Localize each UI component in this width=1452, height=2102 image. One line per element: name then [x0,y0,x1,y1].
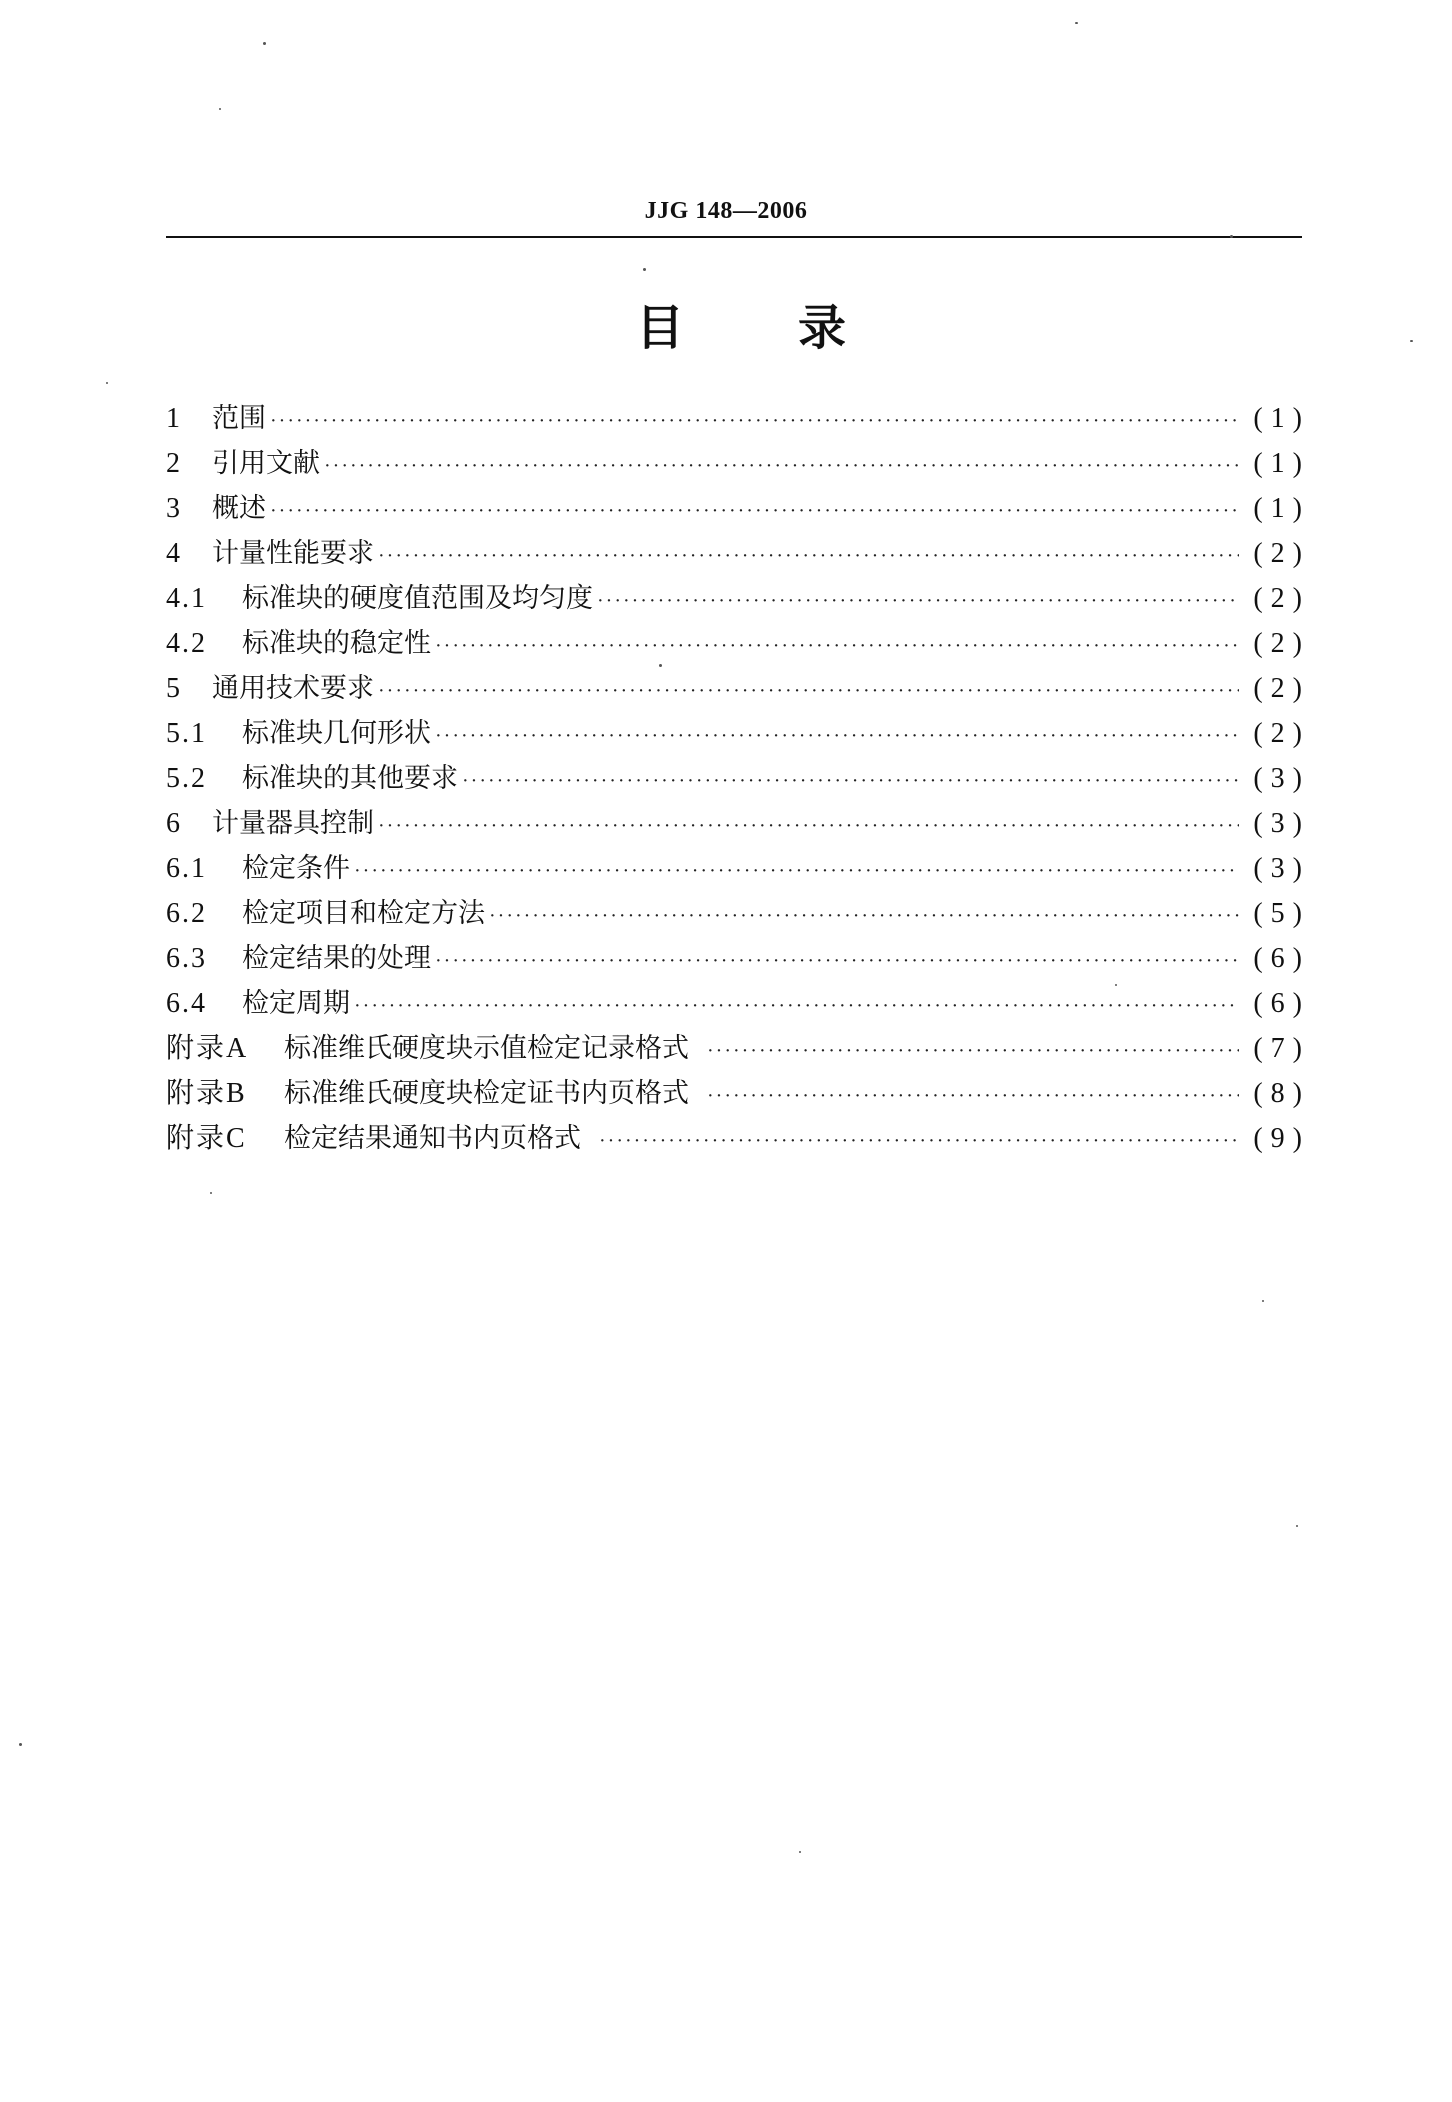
toc-entry-title: 标准块的其他要求 [242,763,458,794]
toc-entry-title: 计量器具控制 [212,808,374,839]
toc-entry-title: 标准块几何形状 [242,718,431,749]
toc-entry-page: (9) [1253,1123,1310,1154]
toc-entry-page: (3) [1253,853,1310,884]
toc-entry-number: 6.4 [166,988,207,1019]
toc-entry-title: 检定条件 [242,853,350,884]
toc-entry-page: (7) [1253,1033,1310,1064]
toc-dot-leader [458,759,1239,804]
toc-entry-title: 检定项目和检定方法 [242,898,485,929]
toc-entry-6-1[interactable] [166,846,1310,891]
toc-entry-number: 4 [166,538,182,569]
toc-dot-leader [374,669,1239,714]
toc-entry-number: 6.3 [166,943,207,974]
toc-entry-title: 概述 [212,493,266,524]
toc-entry-title: 检定结果的处理 [242,943,431,974]
toc-dot-leader [431,939,1239,984]
scan-speck [659,664,662,667]
toc-entry-number: 3 [166,493,182,524]
toc-entry-title: 标准维氏硬度块示值检定记录格式 [284,1033,689,1064]
toc-entry-page: (6) [1253,943,1310,974]
toc-dot-leader [266,489,1239,534]
toc-entry-page: (1) [1253,448,1310,479]
toc-entry-page: (1) [1253,403,1310,434]
scan-speck [1075,22,1078,24]
toc-entry-5[interactable] [166,666,1310,711]
toc-entry-6[interactable] [166,801,1310,846]
toc-entry-4[interactable] [166,531,1310,576]
toc-dot-leader [320,444,1239,489]
toc-entry-appendix-b[interactable] [166,1071,1310,1116]
scan-speck [1410,340,1413,342]
page-title-char-1: 目 [636,300,685,356]
scan-speck [643,268,646,271]
toc-dot-leader [581,1119,1239,1164]
scan-speck [1230,235,1233,238]
toc-entry-number: 2 [166,448,182,479]
scan-speck [1262,1300,1264,1302]
toc-entry-title: 范围 [212,403,266,434]
toc-entry-page: (3) [1253,763,1310,794]
scan-speck [1115,984,1117,986]
toc-entry-number: 5.1 [166,718,207,749]
scan-speck [1296,1525,1298,1527]
toc-entry-number: 6 [166,808,182,839]
toc-entry-title: 通用技术要求 [212,673,374,704]
toc-entry-number: 1 [166,403,182,434]
scan-speck [106,382,108,384]
toc-entry-3[interactable] [166,486,1310,531]
table-of-contents [166,396,1310,1161]
toc-entry-page: (8) [1253,1078,1310,1109]
toc-entry-title: 检定周期 [242,988,350,1019]
toc-dot-leader [593,579,1239,624]
page-title-char-2: 录 [797,300,846,356]
scan-speck [263,42,266,45]
toc-entry-appendix-c[interactable] [166,1116,1310,1161]
toc-entry-5-1[interactable] [166,711,1310,756]
toc-entry-title: 计量性能要求 [212,538,374,569]
toc-entry-1[interactable] [166,396,1310,441]
header-rule [166,236,1302,238]
toc-entry-6-2[interactable] [166,891,1310,936]
toc-entry-number: 4.2 [166,628,207,659]
toc-entry-6-3[interactable] [166,936,1310,981]
toc-dot-leader [431,624,1239,669]
standard-code: JJG 148—2006 [644,198,808,224]
toc-entry-title: 标准块的硬度值范围及均匀度 [242,583,593,614]
toc-dot-leader [350,849,1239,894]
toc-entry-number: 5 [166,673,182,704]
toc-entry-title: 检定结果通知书内页格式 [284,1123,581,1154]
scan-speck [799,1851,801,1853]
toc-entry-number: 附录A [166,1033,249,1064]
toc-entry-4-2[interactable] [166,621,1310,666]
scan-speck [19,1743,22,1746]
toc-entry-number: 4.1 [166,583,207,614]
toc-dot-leader [350,984,1239,1029]
toc-entry-title: 引用文献 [212,448,320,479]
toc-entry-number: 附录C [166,1123,247,1154]
toc-entry-appendix-a[interactable] [166,1026,1310,1071]
toc-entry-page: (1) [1253,493,1310,524]
toc-dot-leader [431,714,1239,759]
toc-entry-page: (2) [1253,673,1310,704]
toc-entry-number: 6.2 [166,898,207,929]
toc-dot-leader [689,1029,1239,1074]
page-title [636,296,846,360]
toc-entry-page: (2) [1253,538,1310,569]
toc-entry-5-2[interactable] [166,756,1310,801]
toc-dot-leader [689,1074,1239,1119]
toc-entry-number: 6.1 [166,853,207,884]
toc-entry-page: (2) [1253,718,1310,749]
toc-entry-page: (6) [1253,988,1310,1019]
toc-entry-number: 附录B [166,1078,247,1109]
toc-entry-page: (3) [1253,808,1310,839]
toc-entry-2[interactable] [166,441,1310,486]
toc-entry-title: 标准块的稳定性 [242,628,431,659]
toc-dot-leader [485,894,1239,939]
toc-entry-page: (2) [1253,628,1310,659]
toc-dot-leader [374,534,1239,579]
toc-entry-4-1[interactable] [166,576,1310,621]
toc-entry-title: 标准维氏硬度块检定证书内页格式 [284,1078,689,1109]
toc-entry-number: 5.2 [166,763,207,794]
toc-entry-page: (5) [1253,898,1310,929]
toc-entry-6-4[interactable] [166,981,1310,1026]
scan-speck [210,1192,212,1194]
toc-dot-leader [266,399,1239,444]
toc-entry-page: (2) [1253,583,1310,614]
toc-dot-leader [374,804,1239,849]
scan-speck [219,108,221,110]
